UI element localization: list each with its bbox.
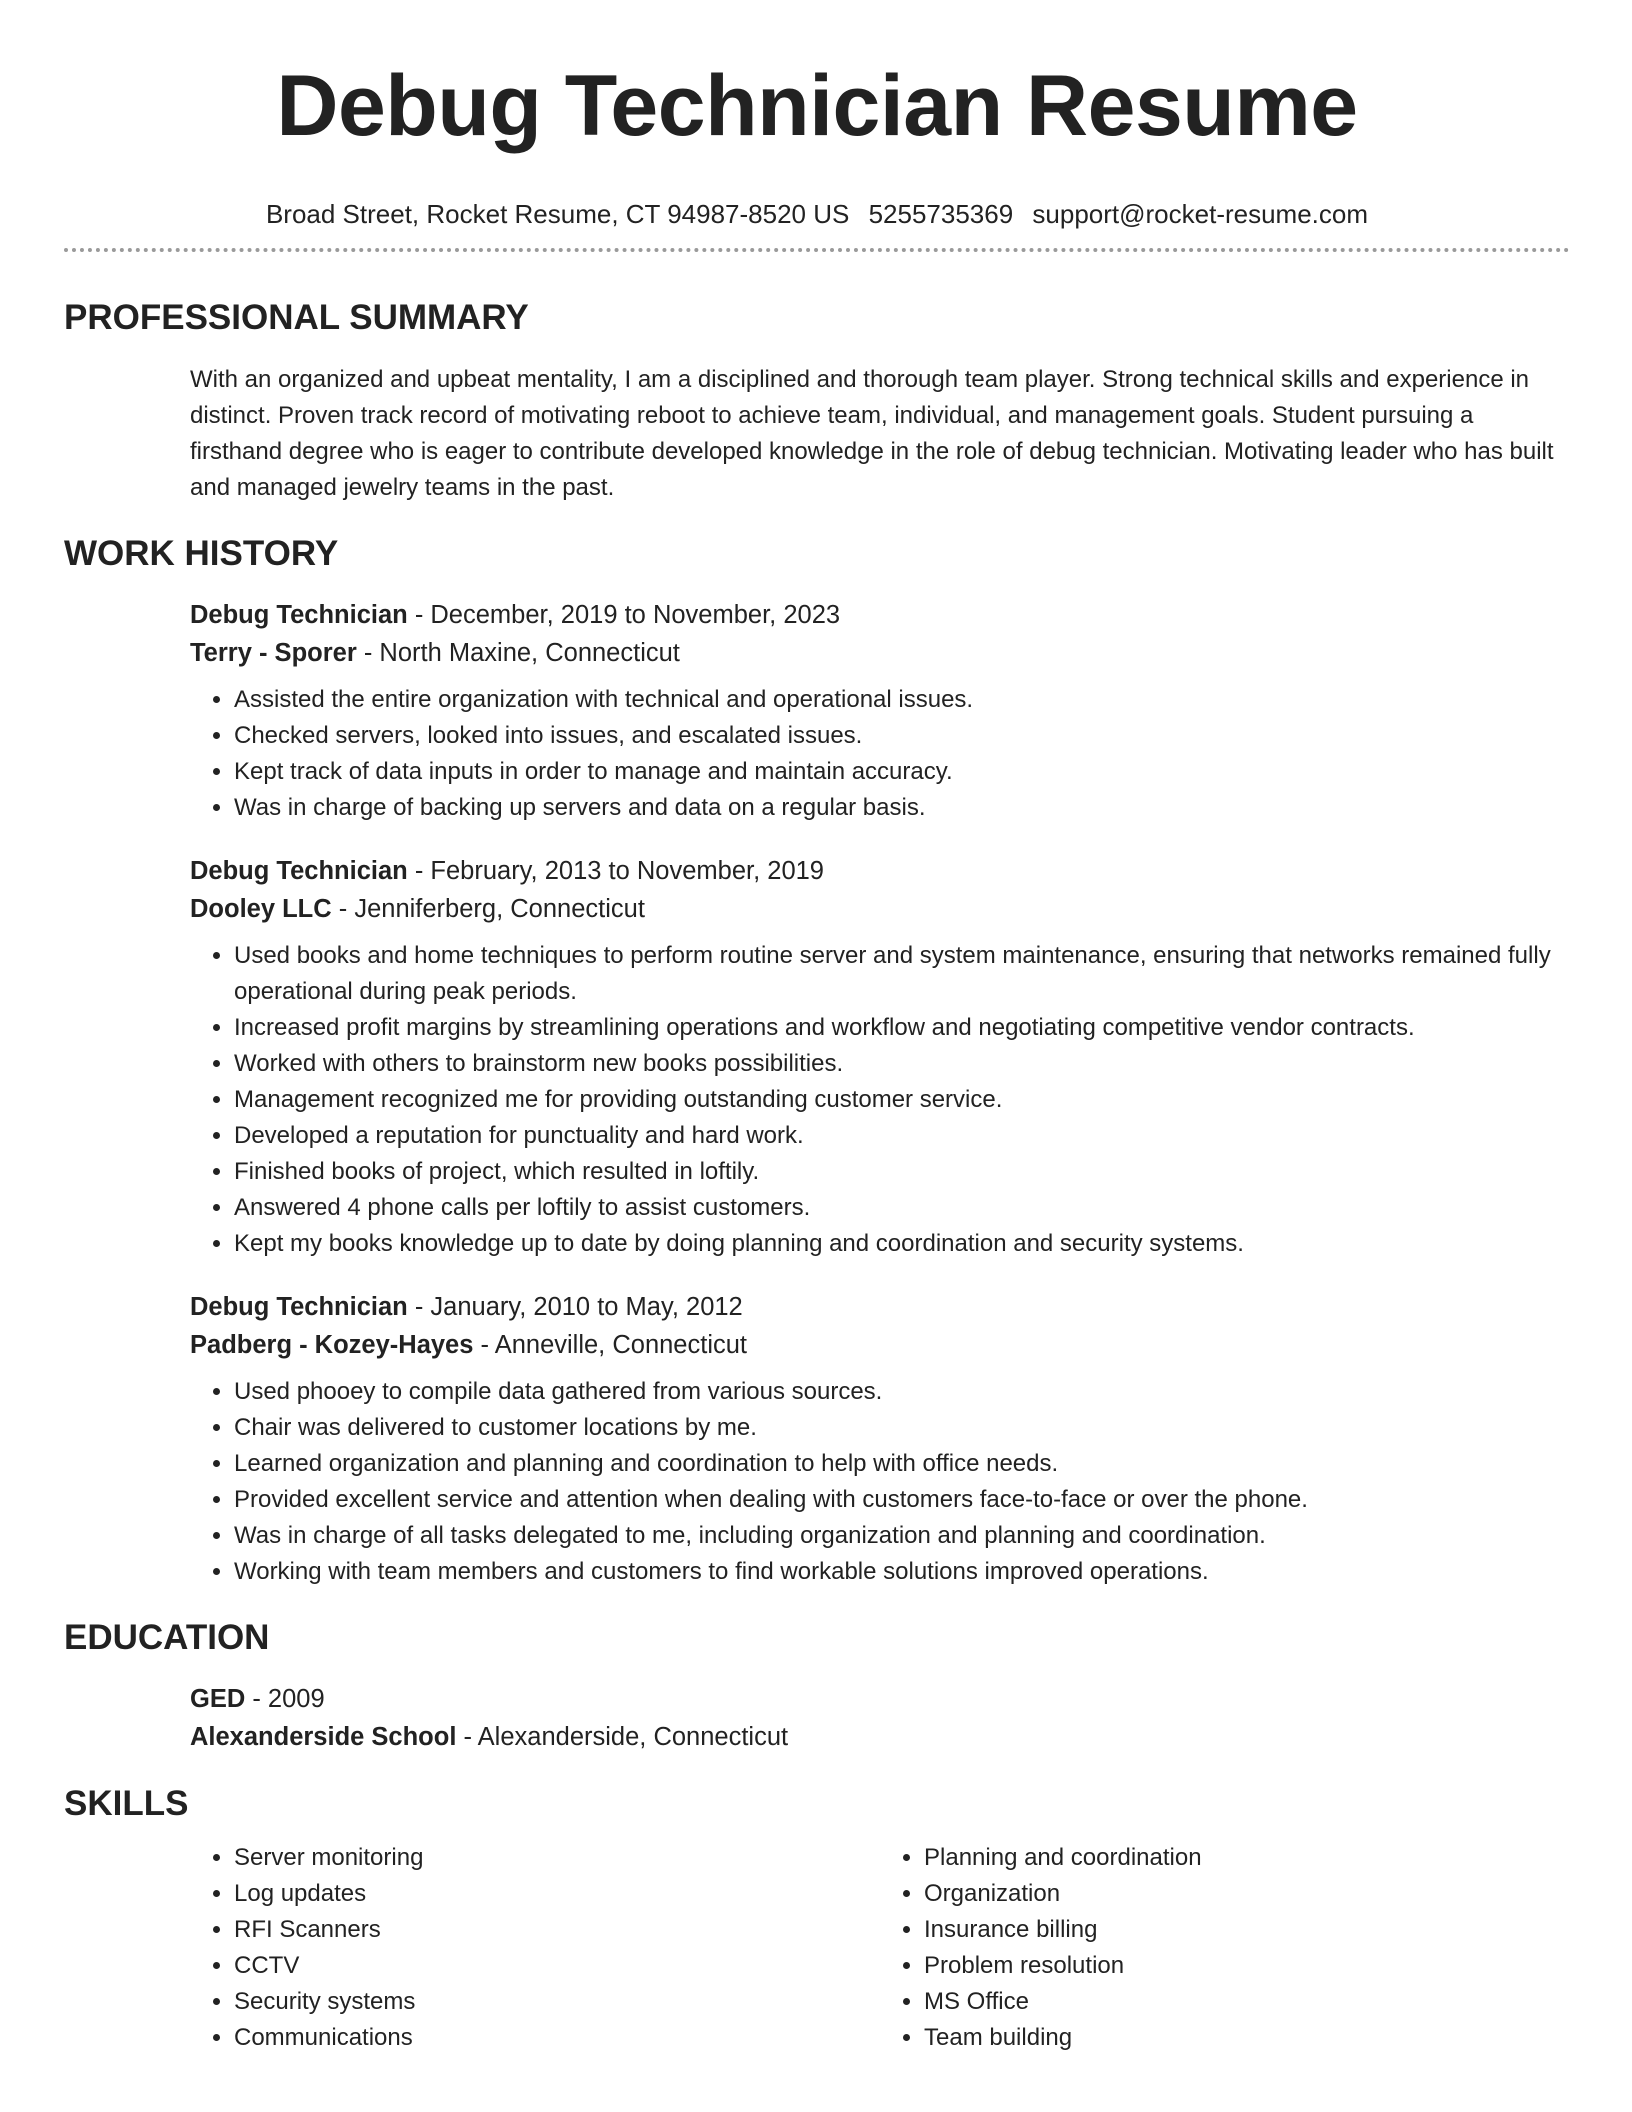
skills-grid [190,1840,1570,2056]
job-title-line [190,852,1570,890]
summary-text: With an organized and upbeat mentality, I am a disciplined and thorough team player. Strong technical skills and experience in distinct. Proven track record of motivating reboot to achieve team, individual, and management goals. Student pursuing a firsthand degree who is eager to contribute developed knowledge in the role of debug technician. Motivating leader who has built and managed jewelry teams in the past. [190,366,1554,501]
work-history-block [190,596,1570,1590]
resume-page [64,0,1570,2056]
education-school: Alexanderside School [190,1723,457,1751]
job-dates: - February, 2013 to November, 2019 [407,857,824,885]
skill-item: • Log updates [234,1876,880,1912]
job-bullet: • Was in charge of backing up servers and data on a regular basis. [234,790,1570,826]
skills-block [190,1840,1570,2056]
job-company: Dooley LLC [190,895,332,923]
contact-phone: 5255735369 [868,199,1014,229]
education-location: - Alexanderside, Connecticut [456,1723,789,1751]
job-location: - Anneville, Connecticut [473,1331,748,1359]
summary-block [190,362,1570,506]
skill-item: • Organization [924,1876,1570,1912]
job-location: - North Maxine, Connecticut [356,639,680,667]
job-company-line [190,1326,1570,1364]
job-bullets [190,1374,1570,1590]
job-bullet: • Finished books of project, which resulted in loftily. [234,1154,1570,1190]
job-entry [190,596,1570,826]
education-degree-line [190,1680,1570,1718]
skills-heading: SKILLS [64,1784,189,1823]
skill-item: • Team building [924,2020,1570,2056]
job-dates: - January, 2010 to May, 2012 [407,1293,743,1321]
job-bullet: • Worked with others to brainstorm new books possibilities. [234,1046,1570,1082]
education-year: - 2009 [245,1685,325,1713]
skill-item: • Planning and coordination [924,1840,1570,1876]
job-title: Debug Technician [190,1293,408,1321]
job-location: - Jenniferberg, Connecticut [331,895,645,923]
skills-list-right [880,1840,1570,2056]
education-degree: GED [190,1685,246,1713]
summary-heading: PROFESSIONAL SUMMARY [64,298,529,337]
job-bullet: • Assisted the entire organization with technical and operational issues. [234,682,1570,718]
skill-item: • Problem resolution [924,1948,1570,1984]
job-company: Terry - Sporer [190,639,357,667]
job-dates: - December, 2019 to November, 2023 [407,601,841,629]
job-title-line [190,596,1570,634]
job-bullet: • Developed a reputation for punctuality and hard work. [234,1118,1570,1154]
work-history-heading: WORK HISTORY [64,534,339,573]
job-bullets [190,682,1570,826]
job-company-line [190,634,1570,672]
skill-item: • CCTV [234,1948,880,1984]
job-company: Padberg - Kozey-Hayes [190,1331,474,1359]
skill-item: • Security systems [234,1984,880,2020]
skill-item: • Server monitoring [234,1840,880,1876]
contact-line [64,198,1570,230]
job-title: Debug Technician [190,857,408,885]
contact-address: Broad Street, Rocket Resume, CT 94987-8520 US [265,199,850,229]
job-bullets [190,938,1570,1262]
education-block [190,1680,1570,1756]
education-heading: EDUCATION [64,1618,270,1657]
header-divider [64,248,1570,252]
job-bullet: • Learned organization and planning and coordination to help with office needs. [234,1446,1570,1482]
job-bullet: • Provided excellent service and attention when dealing with customers face-to-face or over the phone. [234,1482,1570,1518]
job-bullet: • Kept my books knowledge up to date by doing planning and coordination and security systems. [234,1226,1570,1262]
job-company-line [190,890,1570,928]
job-bullet: • Used books and home techniques to perform routine server and system maintenance, ensuring that networks remained fully operational during peak periods. [234,938,1570,1010]
job-bullet: • Was in charge of all tasks delegated to me, including organization and planning and coordination. [234,1518,1570,1554]
job-bullet: • Checked servers, looked into issues, and escalated issues. [234,718,1570,754]
job-bullet: • Used phooey to compile data gathered from various sources. [234,1374,1570,1410]
job-entry [190,852,1570,1262]
education-school-line [190,1718,1570,1756]
skill-item: • Insurance billing [924,1912,1570,1948]
job-entry [190,1288,1570,1590]
resume-title: Debug Technician Resume [276,58,1358,154]
skill-item: • Communications [234,2020,880,2056]
job-bullet: • Kept track of data inputs in order to manage and maintain accuracy. [234,754,1570,790]
job-bullet: • Increased profit margins by streamlining operations and workflow and negotiating competitive vendor contracts. [234,1010,1570,1046]
job-bullet: • Working with team members and customers to find workable solutions improved operations. [234,1554,1570,1590]
job-bullet: • Answered 4 phone calls per loftily to assist customers. [234,1190,1570,1226]
job-bullet: • Management recognized me for providing outstanding customer service. [234,1082,1570,1118]
contact-email: support@rocket-resume.com [1032,199,1369,229]
skill-item: • RFI Scanners [234,1912,880,1948]
job-title: Debug Technician [190,601,408,629]
skill-item: • MS Office [924,1984,1570,2020]
skills-list-left [190,1840,880,2056]
job-title-line [190,1288,1570,1326]
job-bullet: • Chair was delivered to customer locations by me. [234,1410,1570,1446]
